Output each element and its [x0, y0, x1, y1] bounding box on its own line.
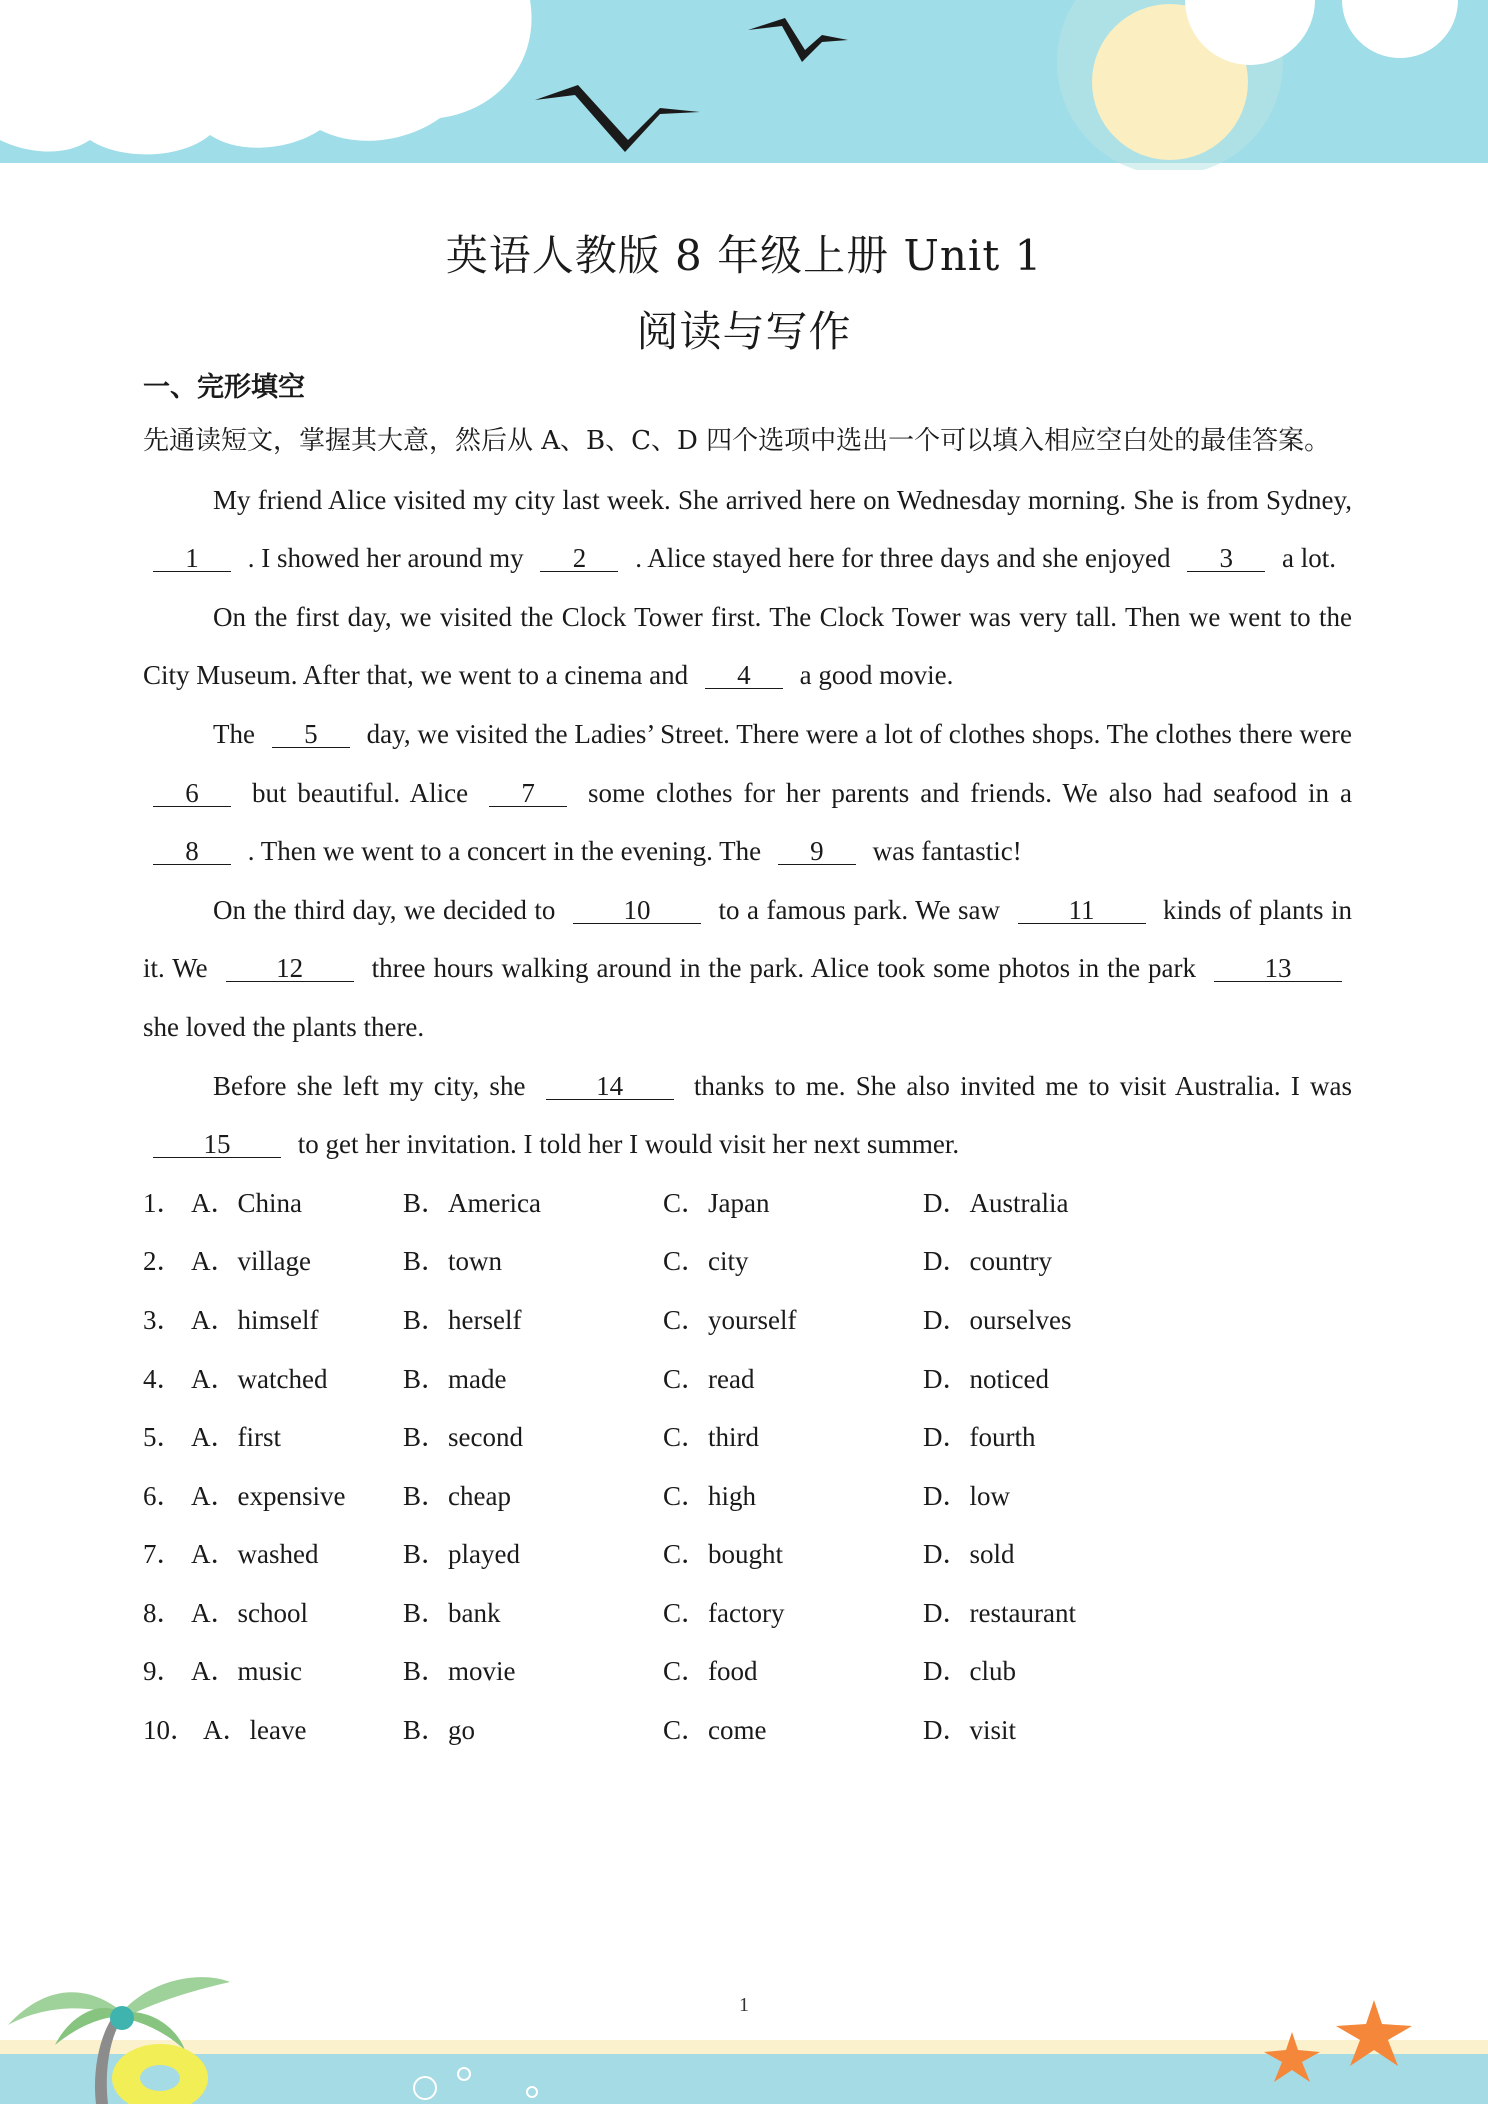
- blank-6: 6: [153, 780, 231, 807]
- option-b: B．made: [403, 1363, 507, 1394]
- blank-12: 12: [226, 955, 354, 982]
- option-d: D．Australia: [923, 1187, 1069, 1218]
- blank-13: 13: [1214, 955, 1342, 982]
- instruction-text: 先通读短文，掌握其大意，然后从 A、B、C、D 四个选项中选出一个可以填入相应空白处的最佳答案。: [143, 426, 1331, 456]
- option-a: A．first: [191, 1422, 281, 1453]
- question-row: [143, 1232, 1352, 1291]
- question-row: [143, 1291, 1352, 1350]
- option-d: D．noticed: [923, 1363, 1049, 1394]
- option-a: A．China: [191, 1187, 302, 1218]
- option-b: B．second: [403, 1422, 523, 1453]
- question-number: 10．: [143, 1715, 197, 1746]
- answer-options: [143, 1174, 1352, 1760]
- blank-8: 8: [153, 838, 231, 865]
- question-number: 5．: [143, 1422, 184, 1453]
- blank-1: 1: [153, 545, 231, 572]
- question-row: [143, 1701, 1352, 1760]
- question-number: 4．: [143, 1363, 184, 1394]
- passage-text: she loved the plants there.: [143, 1011, 425, 1042]
- page-number: 1: [739, 1994, 749, 2016]
- question-row: [143, 1584, 1352, 1643]
- passage-text: My friend Alice visited my city last week. She arrived here on Wednesday morning. She is from Sydney,: [213, 484, 1352, 515]
- blank-5: 5: [272, 721, 350, 748]
- option-a: A．expensive: [191, 1480, 346, 1511]
- passage-text: a good movie.: [799, 660, 954, 691]
- blank-2: 2: [540, 545, 618, 572]
- option-b: B．go: [403, 1715, 476, 1746]
- page-title: 英语人教版 8 年级上册 Unit 1: [445, 231, 1043, 280]
- blank-15: 15: [153, 1131, 281, 1158]
- option-c: C．bought: [663, 1539, 784, 1570]
- option-c: C．third: [663, 1422, 760, 1453]
- passage-text: day, we visited the Ladies’ Street. There were a lot of clothes shops. The clothes there were: [366, 718, 1353, 749]
- option-c: C．factory: [663, 1597, 785, 1628]
- option-a: A．washed: [191, 1539, 319, 1570]
- option-c: C．Japan: [663, 1187, 770, 1218]
- question-row: [143, 1525, 1352, 1584]
- option-d: D．fourth: [923, 1422, 1036, 1453]
- question-number: 1．: [143, 1187, 184, 1218]
- option-a: A．leave: [203, 1715, 307, 1746]
- passage-text: . Alice stayed here for three days and she enjoyed: [635, 543, 1171, 574]
- option-c: C．city: [663, 1246, 749, 1277]
- passage-text: . I showed her around my: [247, 543, 524, 574]
- option-c: C．high: [663, 1480, 757, 1511]
- option-a: A．himself: [191, 1304, 319, 1335]
- passage-text: was fantastic!: [872, 836, 1022, 867]
- question-number: 2．: [143, 1246, 184, 1277]
- option-d: D．low: [923, 1480, 1010, 1511]
- option-a: A．village: [191, 1246, 311, 1277]
- question-number: 7．: [143, 1539, 184, 1570]
- question-number: 3．: [143, 1304, 184, 1335]
- title-block: [0, 218, 1488, 370]
- option-d: D．restaurant: [923, 1597, 1076, 1628]
- option-c: C．read: [663, 1363, 755, 1394]
- option-b: B．town: [403, 1246, 503, 1277]
- option-d: D．country: [923, 1246, 1052, 1277]
- option-b: B．cheap: [403, 1480, 511, 1511]
- option-c: C．yourself: [663, 1304, 797, 1335]
- passage-text: . Then we went to a concert in the evening. The: [247, 836, 762, 867]
- option-d: D．sold: [923, 1539, 1015, 1570]
- option-b: B．bank: [403, 1597, 501, 1628]
- beach-banner: [0, 1920, 1488, 2104]
- question-number: 9．: [143, 1656, 184, 1687]
- passage-paragraph: [143, 705, 1352, 881]
- question-row: [143, 1642, 1352, 1701]
- blank-4: 4: [705, 662, 783, 689]
- passage-text: some clothes for her parents and friends. We also had seafood in a: [588, 777, 1353, 808]
- blank-7: 7: [489, 780, 567, 807]
- option-a: A．school: [191, 1597, 308, 1628]
- option-d: D．ourselves: [923, 1304, 1072, 1335]
- passage-text: three hours walking around in the park. Alice took some photos in the park: [371, 953, 1197, 984]
- passage-text: On the first day, we visited the Clock Tower first. The Clock Tower was very tall. Then we went to the City Museum. After that, we went to a cinema and: [143, 601, 1352, 691]
- option-a: A．watched: [191, 1363, 328, 1394]
- option-c: C．come: [663, 1715, 767, 1746]
- passage-paragraph: [143, 588, 1352, 705]
- passage-paragraph: [143, 471, 1352, 588]
- passage-text: Before she left my city, she: [213, 1070, 526, 1101]
- option-b: B．herself: [403, 1304, 522, 1335]
- option-d: D．visit: [923, 1715, 1017, 1746]
- blank-10: 10: [573, 897, 701, 924]
- passage-text: but beautiful. Alice: [251, 777, 469, 808]
- passage-text: to a famous park. We saw: [718, 894, 1000, 925]
- question-row: [143, 1467, 1352, 1526]
- option-c: C．food: [663, 1656, 758, 1687]
- blank-11: 11: [1018, 897, 1146, 924]
- passage-text: thanks to me. She also invited me to visit Australia. I was: [693, 1070, 1353, 1101]
- question-row: [143, 1350, 1352, 1409]
- passage-paragraph: [143, 1057, 1352, 1174]
- question-row: [143, 1174, 1352, 1233]
- passage-text: On the third day, we decided to: [213, 894, 556, 925]
- question-number: 8．: [143, 1597, 184, 1628]
- passage-paragraph: [143, 881, 1352, 1057]
- question-row: [143, 1408, 1352, 1467]
- blank-3: 3: [1187, 545, 1265, 572]
- option-b: B．movie: [403, 1656, 516, 1687]
- passage-text: The: [213, 718, 255, 749]
- sky-banner: [0, 0, 1488, 170]
- option-a: A．music: [191, 1656, 302, 1687]
- blank-9: 9: [778, 838, 856, 865]
- blank-14: 14: [546, 1073, 674, 1100]
- document-body: [143, 412, 1352, 1760]
- passage-text: kinds of plants in it. We: [143, 894, 1353, 984]
- passage-text: to get her invitation. I told her I would visit her next summer.: [297, 1129, 960, 1160]
- option-b: B．played: [403, 1539, 520, 1570]
- question-number: 6．: [143, 1480, 184, 1511]
- section-heading: 一、完形填空: [143, 372, 305, 403]
- option-b: B．America: [403, 1187, 541, 1218]
- page-subtitle: 阅读与写作: [636, 307, 852, 356]
- passage-text: a lot.: [1281, 543, 1336, 574]
- option-d: D．club: [923, 1656, 1016, 1687]
